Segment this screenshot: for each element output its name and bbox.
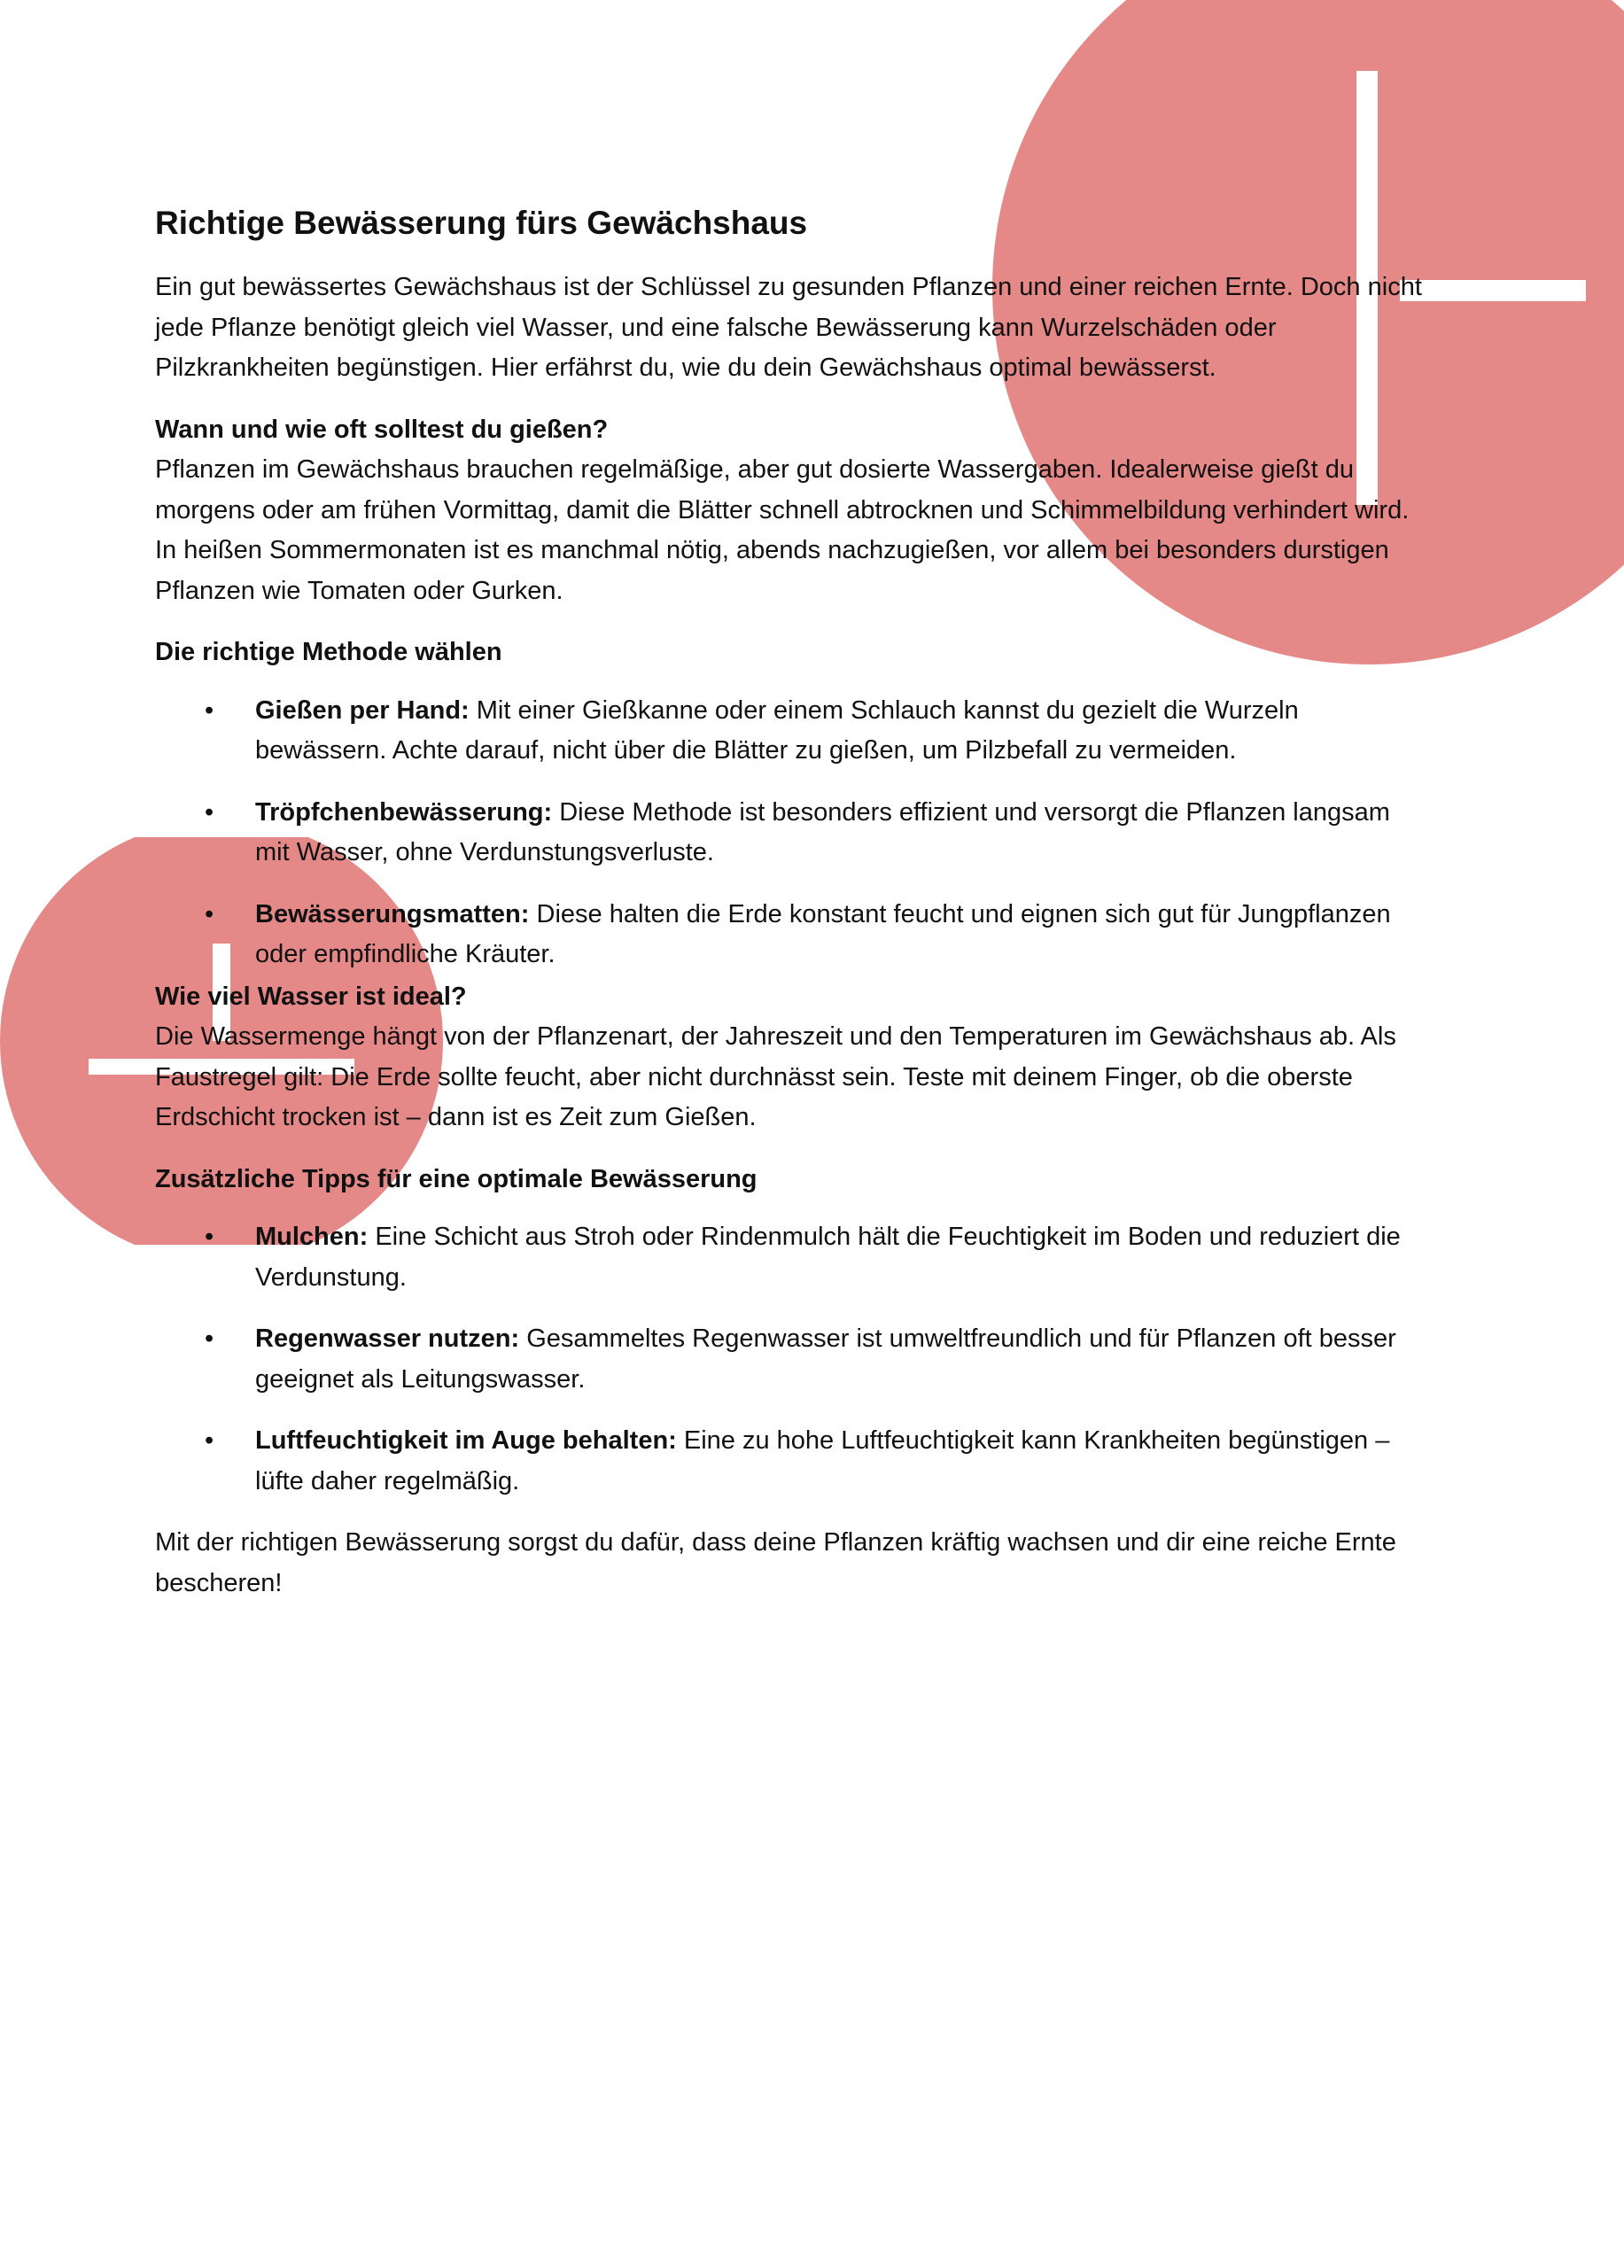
document-body — [155, 195, 1431, 1625]
closing-paragraph: Mit der richtigen Bewässerung sorgst du dafür, dass deine Pflanzen kräftig wachsen und dir eine reiche Ernte bescheren! — [155, 1528, 1396, 1597]
bullet-icon: • — [205, 695, 214, 725]
section-method-heading — [155, 633, 1431, 673]
list-item-term: Tröpfchenbewässerung: — [255, 797, 553, 827]
bullet-icon: • — [205, 797, 214, 827]
section-heading: Wie viel Wasser ist ideal? — [155, 982, 467, 1011]
section-amount — [155, 977, 1431, 1138]
tips-list — [155, 1217, 1431, 1502]
list-item-text: Eine Schicht aus Stroh oder Rindenmulch hält die Feuchtigkeit im Boden und reduziert die Verdunstung. — [255, 1223, 1401, 1292]
section-tips-heading — [155, 1160, 1431, 1200]
list-item-term: Regenwasser nutzen: — [255, 1324, 520, 1353]
method-list — [155, 691, 1431, 975]
list-item — [155, 1421, 1431, 1502]
intro-paragraph: Ein gut bewässertes Gewächshaus ist der Schlüssel zu gesunden Pflanzen und einer reichen Ernte. Doch nicht jede Pflanze benötigt gleich viel Wasser, und eine falsche Bewässerung kann Wurzelschäden oder Pilzkrankheiten begünstigen. Hier erfährst du, wie du dein Gewächshaus optimal bewässerst. — [155, 273, 1422, 382]
list-item-text: Mit einer Gießkanne oder einem Schlauch kannst du gezielt die Wurzeln bewässern. Achte darauf, nicht über die Blätter zu gießen, um Pilzbefall zu vermeiden. — [255, 695, 1299, 765]
bullet-icon: • — [205, 1223, 214, 1251]
section-text: Pflanzen im Gewächshaus brauchen regelmäßige, aber gut dosierte Wassergaben. Idealerweise gießt du morgens oder am frühen Vormittag, damit die Blätter schnell abtrocknen und Schimmelbildung verhindert wird. In heißen Sommermonaten ist es manchmal nötig, abends nachzugießen, vor allem bei besonders durstigen Pflanzen wie Tomaten oder Gurken. — [155, 455, 1410, 605]
bullet-icon: • — [205, 1426, 214, 1455]
section-text: Die Wassermenge hängt von der Pflanzenart, der Jahreszeit und den Temperaturen im Gewächshaus ab. Als Faustregel gilt: Die Erde sollte feucht, aber nicht durchnässt sein. Teste mit deinem Finger, ob die oberste Erdschicht trocken ist – dann ist es Zeit zum Gießen. — [155, 1022, 1396, 1131]
list-item-text: Diese halten die Erde konstant feucht und eignen sich gut für Jungpflanzen oder empfindliche Kräuter. — [255, 899, 1391, 968]
list-item-term: Bewässerungsmatten: — [255, 899, 530, 928]
list-item-text: Diese Methode ist besonders effizient und versorgt die Pflanzen langsam mit Wasser, ohne Verdunstungsverluste. — [255, 797, 1390, 866]
list-item — [155, 1217, 1431, 1298]
list-item — [155, 895, 1431, 975]
section-heading: Zusätzliche Tipps für eine optimale Bewässerung — [155, 1164, 758, 1193]
list-item-text: Gesammeltes Regenwasser ist umweltfreundlich und für Pflanzen oft besser geeignet als Leitungswasser. — [255, 1324, 1396, 1394]
section-heading: Wann und wie oft solltest du gießen? — [155, 415, 609, 444]
list-item — [155, 1319, 1431, 1400]
list-item-term: Luftfeuchtigkeit im Auge behalten: — [255, 1426, 677, 1455]
bullet-icon: • — [205, 1324, 214, 1353]
section-heading: Die richtige Methode wählen — [155, 638, 502, 666]
section-when — [155, 410, 1431, 612]
list-item — [155, 793, 1431, 874]
list-item — [155, 691, 1431, 772]
list-item-text: Eine zu hohe Luftfeuchtigkeit kann Krankheiten begünstigen – lüfte daher regelmäßig. — [255, 1426, 1390, 1495]
list-item-term: Gießen per Hand: — [255, 695, 470, 725]
document-title: Richtige Bewässerung fürs Gewächshaus — [155, 205, 808, 241]
bullet-icon: • — [205, 899, 214, 928]
list-item-term: Mulchen: — [255, 1223, 369, 1251]
